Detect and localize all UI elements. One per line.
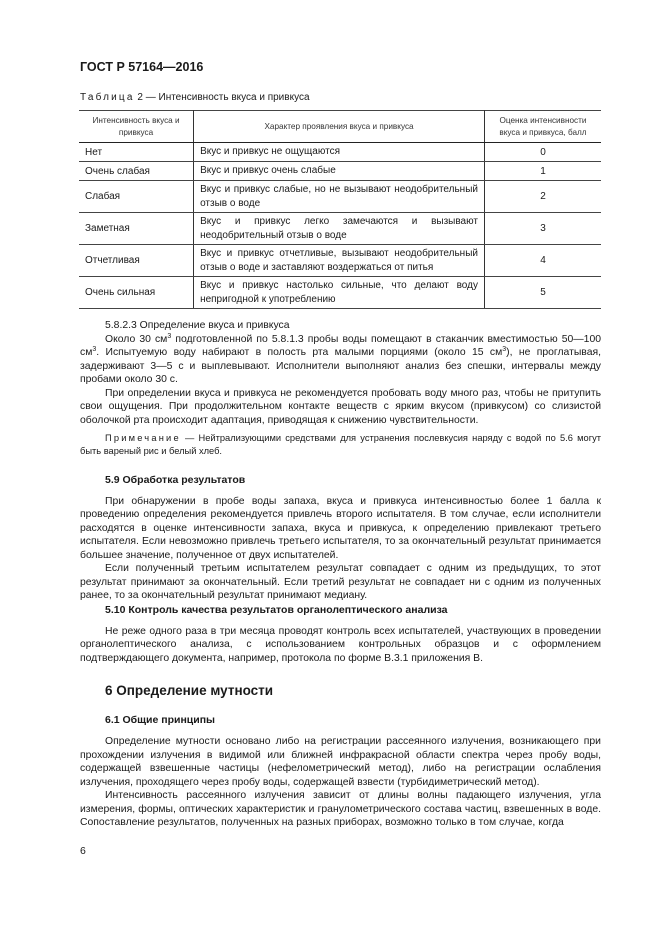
note-label: Примечание — [105, 433, 181, 443]
text-run: . Испытуемую воду набирают в полость рта малыми порциями (около 15 см — [96, 347, 503, 358]
page-number: 6 — [80, 845, 86, 857]
text-run: Около 30 см — [105, 333, 168, 345]
cell-description: Вкус и привкус очень слабые — [194, 162, 485, 181]
paragraph: При обнаружении в пробе воды запаха, вкуса и привкуса интенсивностью более 1 балла к проведению определения рекомендуется привлечь второго испытателя. В том случае, если исполнители расходятся в оценке интенсивности запаха, вкуса и привкуса, к определению привлекают третьего испытателя. Если невозможно привлечь третьего испытателя, то за окончательный результат принимается большее значение, полученное от двух испытателей. — [80, 495, 601, 561]
cell-score: 0 — [484, 143, 601, 162]
table-caption — [80, 92, 310, 103]
table-row — [79, 277, 601, 309]
table-header-row — [79, 111, 601, 143]
cell-score: 4 — [484, 245, 601, 277]
cell-score: 2 — [484, 181, 601, 213]
cell-description: Вкус и привкус легко замечаются и вызывают неодобрительный отзыв о воде — [194, 213, 485, 245]
note — [80, 432, 601, 458]
section-5-9 — [80, 474, 601, 603]
cell-description: Вкус и привкус слабые, но не вызывают неодобрительный отзыв о воде — [194, 181, 485, 213]
column-header-intensity: Интенсивность вкуса и привкуса — [79, 111, 194, 143]
paragraph: Не реже одного раза в три месяца проводят контроль всех испытателей, участвующих в проведении органолептического анализа, с использованием контрольных образцов и с оформлением подтверждающего документа, например, протокола по форме В.3.1 приложения В. — [80, 625, 601, 664]
cell-description: Вкус и привкус отчетливые, вызывают неодобрительный отзыв о воде и заставляют воздержаться от питья — [194, 245, 485, 277]
table-row — [79, 143, 601, 162]
section-5-10 — [80, 604, 601, 665]
paragraph: При определении вкуса и привкуса не рекомендуется пробовать воду много раз, чтобы не притупить свои ощущения. При продолжительном контакте веществ с ярким вкусом (привкусом) со слизистой оболочкой рта происходит адаптация, приводящая к снижению чувствительности. — [80, 387, 601, 426]
table-row — [79, 162, 601, 181]
cell-intensity: Очень сильная — [79, 277, 194, 309]
paragraph — [80, 333, 601, 387]
cell-intensity: Слабая — [79, 181, 194, 213]
cell-description: Вкус и привкус не ощущаются — [194, 143, 485, 162]
section-5-8-2-3 — [80, 319, 601, 458]
section-6-1-title: 6.1 Общие принципы — [105, 713, 216, 726]
paragraph: Определение мутности основано либо на регистрации рассеянного излучения, возникающего при прохождении излучения в видимой или ближней инфракрасной области спектра через пробу воды, содержащей взвешенные частицы (нефелометрический метод), либо на регистрации ослабления излучения, проходящего через пробу воды, содержащей взвести (турбидиметрический метод). — [80, 736, 601, 788]
section-5-9-title: 5.9 Обработка результатов — [105, 474, 246, 486]
cell-intensity: Нет — [79, 143, 194, 162]
table-row — [79, 213, 601, 245]
column-header-description: Характер проявления вкуса и привкуса — [194, 111, 485, 143]
superscript: 3 — [92, 346, 97, 353]
cell-score: 3 — [484, 213, 601, 245]
table-caption-text: 2 — Интенсивность вкуса и привкуса — [134, 92, 310, 103]
text-run: ), не проглатывая, задерживают 3—5 с и выплевывают. Исполнители выполняют анализ без спешки, интервалы между пробами около 30 с. — [80, 347, 602, 385]
section-6-title: 6 Определение мутности — [105, 683, 274, 698]
paragraph: Если полученный третьим испытателем результат совпадает с одним из предыдущих, то этот результат принимают за окончательный. Если третий результат не совпадает ни с одним из полученных ранее, то за окончательный результат принимают медиану. — [80, 563, 601, 601]
taste-intensity-table — [79, 110, 601, 309]
section-6 — [80, 684, 601, 830]
cell-score: 5 — [484, 277, 601, 309]
superscript: 3 — [167, 332, 172, 340]
document-code-header: ГОСТ Р 57164—2016 — [80, 60, 204, 74]
table-row — [79, 181, 601, 213]
cell-intensity: Заметная — [79, 213, 194, 245]
superscript: 3 — [502, 346, 507, 353]
column-header-score: Оценка интенсивности вкуса и привкуса, балл — [484, 111, 601, 143]
cell-score: 1 — [484, 162, 601, 181]
cell-intensity: Очень слабая — [79, 162, 194, 181]
note-text: — Нейтрализующими средствами для устранения послевкусия наряду с водой по 5.6 могут быть вареный рис и белый хлеб. — [80, 433, 601, 456]
paragraph: Интенсивность рассеянного излучения зависит от длины волны падающего излучения, угла измерения, формы, оптических характеристик и гранулометрического состава частиц, взвешенных в воде. Сопоставление результатов, полученных на разных приборах, возможно только в том случае, когда — [80, 790, 601, 828]
table-caption-label: Таблица — [80, 92, 135, 103]
cell-intensity: Отчетливая — [79, 245, 194, 277]
section-5-10-title: 5.10 Контроль качества результатов органолептического анализа — [105, 604, 448, 616]
section-5-8-2-3-title: 5.8.2.3 Определение вкуса и привкуса — [105, 320, 290, 331]
cell-description: Вкус и привкус настолько сильные, что делают воду непригодной к употреблению — [194, 277, 485, 309]
table-row — [79, 245, 601, 277]
text-run: подготовленной по 5.8.1.3 пробы воды помещают в стаканчик вместимостью 50—100 см — [80, 333, 601, 358]
